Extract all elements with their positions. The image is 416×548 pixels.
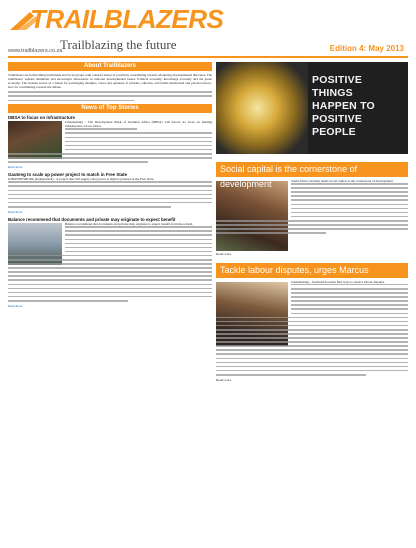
news-item-lead: JOHANNESBURG (Independent) - A project that will supply solar power at night is planned in the Free State. [8,177,155,182]
promo-line: THINGS [312,87,353,99]
promo-line: HAPPEN TO [312,100,375,112]
news-item [8,172,212,214]
news-item [8,217,212,308]
feature-link[interactable]: Read more [216,252,232,256]
about-heading: About Trailblazers [8,62,212,71]
page-header [0,0,416,56]
header-rule [8,56,408,58]
news-item-link[interactable]: Read more [8,165,23,170]
news-item-lead: Balance recommend that documents and private may originate to expect benefit from the reform. [65,222,193,227]
promo-text [312,74,406,139]
news-item-link[interactable]: Read more [8,210,23,215]
left-column [8,62,212,308]
news-item-title[interactable]: Gauteng to scale up power project to match in Free State [8,172,128,178]
logo-text: TRAILBLAZERS [30,4,224,34]
tagline: Trailblazing the future [60,37,177,52]
feature-lead: South Africa certainly needs social capital as the cornerstone of development. [291,179,394,183]
news-item-lead: Johannesburg - The Development Bank of Southern Africa (DBSA) will narrow its focus on funding infrastructure across Africa. [65,120,212,129]
edition-label: Edition 4: May 2013 [329,44,404,53]
feature-heading: Social capital is the cornerstone of development [216,162,408,177]
promo-line: POSITIVE [312,74,363,86]
site-url[interactable]: www.trailblazers.co.za [8,48,63,54]
about-body-continued [8,91,212,101]
news-item-body [8,181,212,207]
news-heading: News of Top Stories [8,104,212,113]
feature-article [216,280,408,383]
promo-line: POSITIVE [312,113,363,125]
news-item-link[interactable]: Read more [8,304,23,308]
news-item-title[interactable]: DBSA to focus on infrastructure [8,115,75,121]
about-body: Trailblazers are forthcoming individuals and focus groups with a shared vision of positively contributing towards advancing developmental discourse. The trailblazers' website stimulates and encourages discussions on national developmental issues. Political economy, knowledge economy and the green economy. The website serves as a forum for exchanging thoughts, views and opinions. It informs, educates, and builds intellectual and practical know-how for contributing towards the debate. [8,73,212,90]
news-item-title[interactable]: Balance recommend that documents and private may originate to expect benefit [8,217,176,223]
promo-line: PEOPLE [312,126,356,138]
news-item [8,115,212,169]
promo-banner [216,62,408,154]
feature-heading: Tackle labour disputes, urges Marcus [216,263,408,278]
feature-lead: Johannesburg - South Africa must find ways to resolve labour disputes. [291,279,385,284]
right-column [216,62,408,383]
feature-link[interactable]: Read more [216,378,232,383]
promo-image [216,62,308,154]
